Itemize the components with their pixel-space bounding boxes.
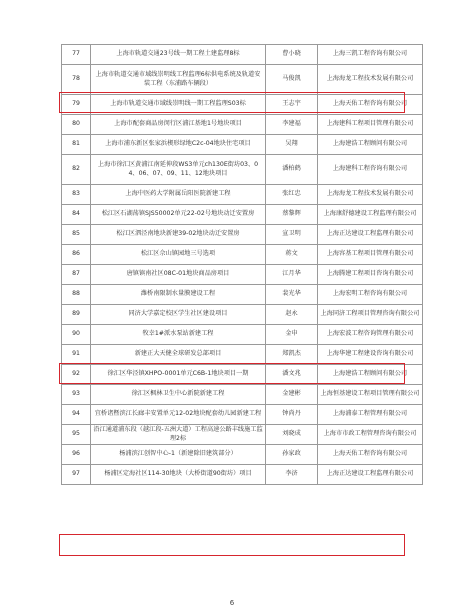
highlight-box-row-96	[59, 534, 405, 556]
table-row	[62, 425, 423, 445]
row-number-cell: 86	[62, 245, 91, 265]
project-name-cell: 杨浦滨江创智中心-1（新建除旧建筑部分）	[91, 445, 266, 465]
company-name-cell: 上海建浩工程顾问有限公司	[318, 135, 423, 155]
supervisor-name-cell: 金申	[266, 325, 318, 345]
row-number-cell: 82	[62, 155, 91, 185]
company-name-cell: 上海康舒德建设工程监理有限公司	[318, 205, 423, 225]
company-name-cell: 上海华建工程建设咨询有限公司	[318, 345, 423, 365]
table-row	[62, 305, 423, 325]
project-name-cell: 松江区泗泾南地块新建39-02地块动迁安置房	[91, 225, 266, 245]
table-row	[62, 365, 423, 385]
supervisor-name-cell: 吴翔	[266, 135, 318, 155]
company-name-cell: 上海建浩工程顾问有限公司	[318, 365, 423, 385]
table-row	[62, 225, 423, 245]
project-name-cell: 徐汇区枫林卫生中心新院新建工程	[91, 385, 266, 405]
project-name-cell: 上海中医药大学附属岳阳医院新建工程	[91, 185, 266, 205]
table-row	[62, 285, 423, 305]
supervisor-name-cell: 王志宇	[266, 95, 318, 115]
project-name-cell: 上海市配套商品房闵行区浦江基地1号地块项目	[91, 115, 266, 135]
project-name-cell: 上海市轨道交通市域线崇明线一期工程监理S03标	[91, 95, 266, 115]
supervisor-name-cell: 赵永	[266, 305, 318, 325]
project-name-cell: 宜桥诸暨滨江长廊丰安置单元12-02地块配套幼儿园新建工程	[91, 405, 266, 425]
company-name-cell: 上海容基工程项目管理有限公司	[318, 245, 423, 265]
table-row	[62, 345, 423, 365]
table-row	[62, 135, 423, 155]
project-name-cell: 新建正大天健全球研发总部项目	[91, 345, 266, 365]
table-row	[62, 465, 423, 485]
company-name-cell: 上海三凯工程咨询有限公司	[318, 45, 423, 65]
supervisor-name-cell: 裴光华	[266, 285, 318, 305]
row-number-cell: 92	[62, 365, 91, 385]
supervisor-name-cell: 宣卫明	[266, 225, 318, 245]
company-name-cell: 上海市市政工程管理咨询有限公司	[318, 425, 423, 445]
company-name-cell: 上海浦泰工程管理有限公司	[318, 405, 423, 425]
table-row	[62, 95, 423, 115]
company-name-cell: 上海同济工程项目管理咨询有限公司	[318, 305, 423, 325]
supervisor-name-cell: 蒋文	[266, 245, 318, 265]
row-number-cell: 93	[62, 385, 91, 405]
row-number-cell: 90	[62, 325, 91, 345]
supervisor-name-cell: 孙家政	[266, 445, 318, 465]
table-row	[62, 205, 423, 225]
table-row	[62, 45, 423, 65]
company-name-cell: 上海正达建设工程监理有限公司	[318, 225, 423, 245]
row-number-cell: 89	[62, 305, 91, 325]
table-row	[62, 65, 423, 95]
row-number-cell: 91	[62, 345, 91, 365]
company-name-cell: 上海天佑工程咨询有限公司	[318, 95, 423, 115]
company-name-cell: 上海建科工程咨询有限公司	[318, 155, 423, 185]
company-name-cell: 上海宏明工程咨询有限公司	[318, 285, 423, 305]
supervisor-name-cell: 金建彬	[266, 385, 318, 405]
row-number-cell: 94	[62, 405, 91, 425]
supervisor-name-cell: 刘晓成	[266, 425, 318, 445]
table-row	[62, 265, 423, 285]
project-name-cell: 杨浦区定海社区114-30地块（大桥街道90街坊）项目	[91, 465, 266, 485]
project-name-cell: 上海市轨道交通市域线崇明线工程监理6标供电系统及轨道安装工程（东浦路车辆段）	[91, 65, 266, 95]
row-number-cell: 78	[62, 65, 91, 95]
row-number-cell: 81	[62, 135, 91, 155]
row-number-cell: 88	[62, 285, 91, 305]
page-number: 6	[229, 599, 235, 607]
company-name-cell: 上海恒基建设工程项目管理有限公司	[318, 385, 423, 405]
supervisor-name-cell: 潘文兆	[266, 365, 318, 385]
row-number-cell: 77	[62, 45, 91, 65]
table-row	[62, 445, 423, 465]
company-name-cell: 上海建科工程项目管理有限公司	[318, 115, 423, 135]
row-number-cell: 97	[62, 465, 91, 485]
table-row	[62, 325, 423, 345]
project-name-cell: 上海市轨道交通23号线一期工程土建监理8标	[91, 45, 266, 65]
supervisor-name-cell: 马俊凯	[266, 65, 318, 95]
supervisor-name-cell: 李建福	[266, 115, 318, 135]
supervisor-name-cell: 蔡黎辉	[266, 205, 318, 225]
supervisor-name-cell: 张红忠	[266, 185, 318, 205]
company-name-cell: 上海宏波工程咨询管理有限公司	[318, 325, 423, 345]
table-row	[62, 405, 423, 425]
supervisor-name-cell: 江月华	[266, 265, 318, 285]
company-name-cell: 上海腾建工程项目咨询有限公司	[318, 265, 423, 285]
project-name-cell: 唐镇镇南社区08C-01地块商品房项目	[91, 265, 266, 285]
supervisor-name-cell: 李济	[266, 465, 318, 485]
table-row	[62, 185, 423, 205]
project-table	[61, 44, 423, 485]
company-name-cell: 上海海龙工程技术发展有限公司	[318, 185, 423, 205]
project-name-cell: 牧幸1#派水泵站新建工程	[91, 325, 266, 345]
company-name-cell: 上海天佑工程咨询有限公司	[318, 445, 423, 465]
supervisor-name-cell: 曹小晓	[266, 45, 318, 65]
row-number-cell: 95	[62, 425, 91, 445]
project-name-cell: 徐汇区华泾镇XHPO-0001单元C6B-1地块项目一期	[91, 365, 266, 385]
row-number-cell: 80	[62, 115, 91, 135]
table-row	[62, 115, 423, 135]
table-row	[62, 155, 423, 185]
project-name-cell: 上海市浦东新区张家浜楔形绿地C2c-04地块住宅项目	[91, 135, 266, 155]
project-name-cell: 松江区石湖荡镇SJS50002单元22-02号地块动迁安置房	[91, 205, 266, 225]
row-number-cell: 83	[62, 185, 91, 205]
row-number-cell: 84	[62, 205, 91, 225]
supervisor-name-cell: 郑凯杰	[266, 345, 318, 365]
row-number-cell: 87	[62, 265, 91, 285]
company-name-cell: 上海正达建设工程监理有限公司	[318, 465, 423, 485]
row-number-cell: 85	[62, 225, 91, 245]
project-name-cell: 上海市徐汇区黄浦江南延伸段WS3单元ch130E街坊03、04、06、07、09、11、12地块项目	[91, 155, 266, 185]
table-row	[62, 385, 423, 405]
table-row	[62, 245, 423, 265]
row-number-cell: 96	[62, 445, 91, 465]
project-name-cell: 松江区佘山镇园地三号选项	[91, 245, 266, 265]
project-name-cell: 沿江通道浦东段（越江段-五洲大道）工程高速公路丰线施工监理2标	[91, 425, 266, 445]
project-name-cell: 同济大学嘉定校区学生社区建设项目	[91, 305, 266, 325]
company-name-cell: 上海海龙工程技术发展有限公司	[318, 65, 423, 95]
project-name-cell: 潍桥南限制水量膜建设工程	[91, 285, 266, 305]
row-number-cell: 79	[62, 95, 91, 115]
supervisor-name-cell: 潘柏鹤	[266, 155, 318, 185]
supervisor-name-cell: 钟尚丹	[266, 405, 318, 425]
